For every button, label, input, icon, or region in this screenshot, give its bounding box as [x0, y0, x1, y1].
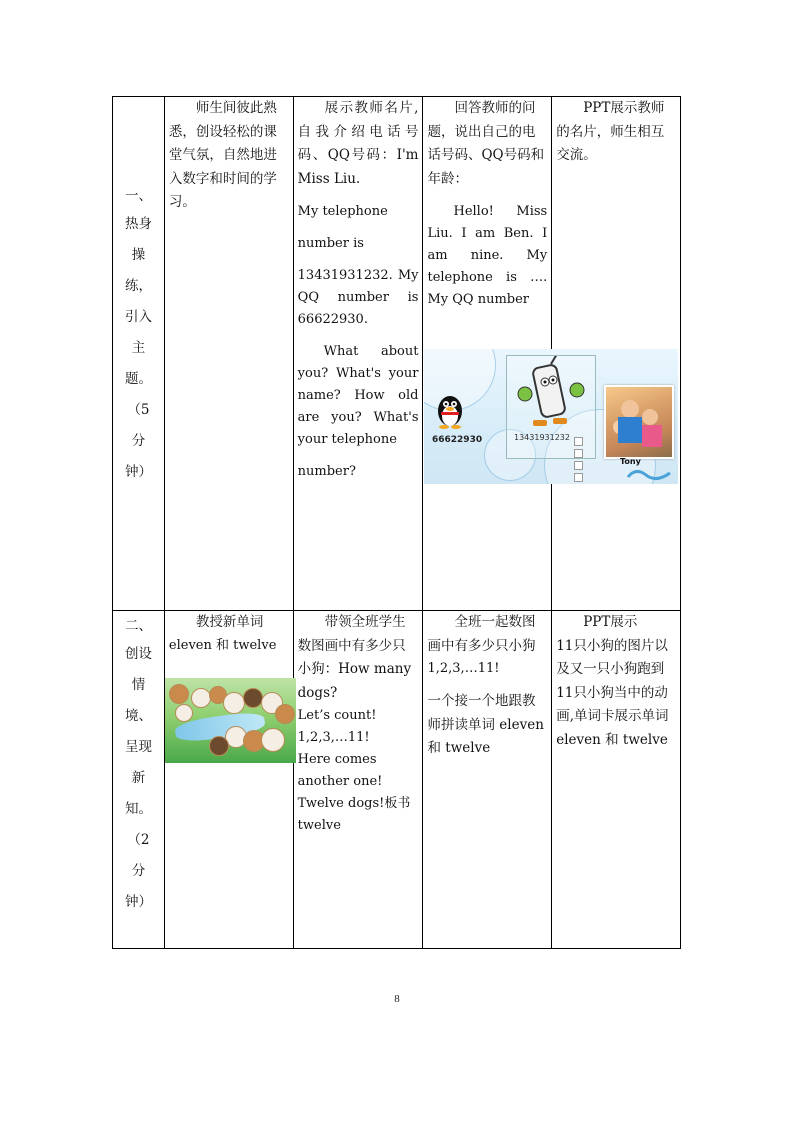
- teacher-cell: [293, 97, 423, 611]
- stage-cell: [113, 611, 165, 949]
- stage-title-part: 知。: [124, 800, 152, 817]
- stage-title-part: 题。: [124, 370, 152, 387]
- media-text: 11只小狗的图片以及又一只小狗跑到11只小狗当中的动画,单词卡展示单词 eleven 和 twelve: [556, 637, 669, 748]
- stage-title: [117, 639, 160, 918]
- stage-title-part: 创设: [124, 645, 152, 662]
- qq-penguin-icon: [434, 393, 466, 429]
- goal-title: 教授新单词: [195, 614, 264, 630]
- stage-title-part: 热身: [124, 215, 152, 232]
- stage-title-part: 呈现: [124, 738, 152, 755]
- stage-title-part: 境、: [124, 707, 152, 724]
- teacher-line: Twelve dogs!板书 twelve: [297, 796, 411, 833]
- stage-title-part: 引入: [124, 308, 152, 325]
- lesson-plan-table: [112, 96, 681, 949]
- photo-caption: Tony: [620, 457, 641, 466]
- student-follow: 一个接一个地跟教师拼读单词 eleven 和 twelve: [427, 693, 544, 756]
- stage-title-part: 分: [131, 432, 146, 449]
- goal-text: 师生间彼此熟悉，创设轻松的课堂气氛，自然地进入数字和时间的学习。: [168, 100, 277, 210]
- media-lead: PPT展示: [583, 614, 638, 630]
- goal-words: eleven 和 twelve: [168, 637, 277, 653]
- stage-title-part: 主: [131, 339, 146, 356]
- media-text: PPT展示教师的名片，师生相互交流。: [556, 100, 665, 163]
- teacher-line: Here comes: [297, 752, 377, 767]
- stage-title-part: （2: [127, 831, 150, 848]
- goal-cell: [164, 97, 293, 611]
- stage-cell: [113, 97, 165, 611]
- stage-title-part: 练，: [124, 277, 152, 294]
- teacher-line: My telephone: [297, 204, 388, 219]
- student-text: 回答教师的问题，说出自己的电话号码、QQ号码和年龄：: [427, 100, 545, 187]
- qq-number: 66622930: [432, 435, 483, 445]
- teacher-lead: 带领全班学生数图画中有多少只小狗：How many dogs?: [297, 614, 412, 701]
- teacher-line: 13431931232. My QQ number is 66622930.: [297, 268, 419, 327]
- media-cell: [552, 611, 681, 949]
- dogs-image: [165, 678, 296, 763]
- stage-number: 二、: [124, 618, 152, 634]
- stage-title-part: （5: [127, 401, 150, 418]
- image-toolbar: [574, 437, 584, 484]
- teacher-line: number?: [297, 464, 356, 479]
- teacher-line: What about you? What's your name? How old are you? What's your telephone: [297, 344, 419, 447]
- teacher-line: Let’s count!: [297, 708, 377, 723]
- stage-title-part: 情: [131, 676, 146, 693]
- stage-number: 一、: [124, 188, 152, 204]
- teacher-intro: 展示教师名片,自我介绍电话号码、QQ号码：I'm Miss Liu.: [297, 100, 419, 187]
- logo-icon: [626, 467, 672, 484]
- teacher-line: another one!: [297, 774, 383, 789]
- teacher-line: 1,2,3,…11!: [297, 730, 370, 745]
- stage-title: [117, 209, 160, 488]
- phone-number: 13431931232: [514, 433, 570, 442]
- goal-cell: [164, 611, 293, 949]
- student-cell: [423, 611, 552, 949]
- page-number: 8: [394, 993, 400, 1005]
- stage-title-part: 分: [131, 862, 146, 879]
- student-lead: 全班一起数图画中有多少只小狗: [427, 614, 536, 654]
- table-row: [113, 611, 681, 949]
- stage-title-part: 钟）: [124, 893, 152, 910]
- stage-title-part: 钟）: [124, 463, 152, 480]
- stage-title-part: 新: [131, 769, 146, 786]
- stage-title-part: 操: [131, 246, 146, 263]
- cartoon-phone-icon: [507, 356, 595, 436]
- student-sample: Hello! Miss Liu. I am Ben. I am nine. My telephone is …. My QQ number: [427, 204, 548, 307]
- business-card-image: [424, 349, 678, 484]
- family-photo: [604, 385, 674, 459]
- student-count: 1,2,3,…11!: [427, 661, 500, 676]
- teacher-line: number is: [297, 236, 364, 251]
- teacher-cell: [293, 611, 423, 949]
